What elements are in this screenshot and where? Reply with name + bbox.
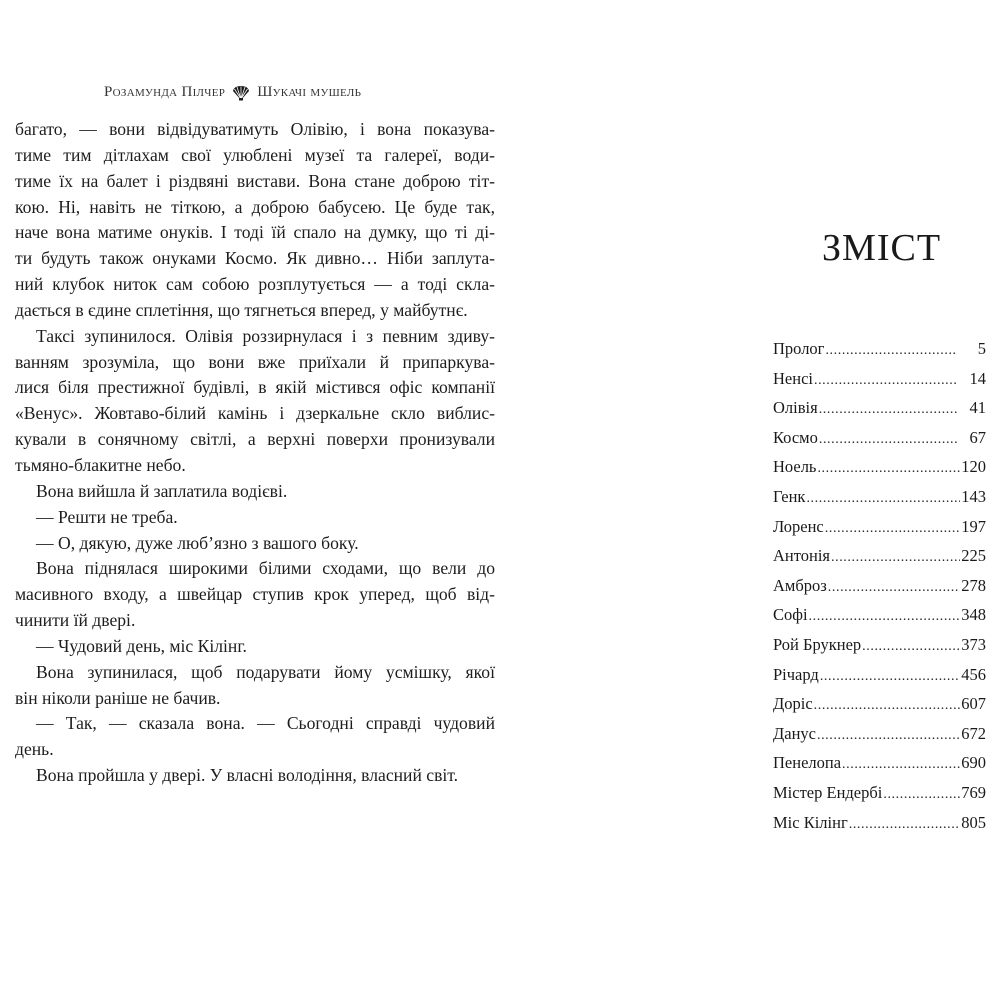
toc-entry[interactable] xyxy=(773,575,986,605)
dot-leader xyxy=(819,429,957,451)
toc-entry[interactable] xyxy=(773,723,986,753)
toc-entry-name: Рой Брукнер xyxy=(773,634,862,654)
text-line: дається в єдине сплетіння, що тягнеться вперед, у майбутнє. xyxy=(15,299,468,320)
dot-leader xyxy=(817,458,960,480)
running-head xyxy=(104,84,404,101)
toc-entry-name: Данус xyxy=(773,723,816,743)
toc-title: ЗМІСТ xyxy=(822,227,942,269)
text-line: Вона піднялася широкими білими сходами, що вели до xyxy=(36,558,495,579)
text-line: ти будуть також онуками Космо. Як дивно… Ніби заплута- xyxy=(15,248,495,269)
toc-entry[interactable] xyxy=(773,516,986,546)
toc-entry-name: Пенелопа xyxy=(773,753,842,773)
toc-entry-name: Ноель xyxy=(773,457,817,477)
toc-entry-page: 5 xyxy=(977,339,986,358)
text-line: лися біля престижної будівлі, в якій містився офіс компанії xyxy=(15,377,495,398)
text-line: день. xyxy=(15,739,54,760)
toc-entry-page: 348 xyxy=(961,605,986,625)
toc-entry-page: 225 xyxy=(961,546,986,566)
toc-entry-page: 373 xyxy=(961,634,986,654)
toc-entry-page: 120 xyxy=(961,457,986,477)
paragraph xyxy=(15,505,495,531)
text-line: тьмяно-блакитне небо. xyxy=(15,454,186,475)
toc-entry-name: Олівія xyxy=(773,398,818,418)
paragraph xyxy=(15,556,495,634)
toc-entry[interactable] xyxy=(773,486,986,516)
dot-leader xyxy=(817,725,960,747)
toc-entry-page: 197 xyxy=(961,516,986,536)
toc-entry-page: 805 xyxy=(961,812,986,832)
toc-entry-name: Доріс xyxy=(773,694,813,714)
text-line: Таксі зупинилося. Олівія роззирнулася і з певним здиву- xyxy=(36,325,495,346)
text-line: кували в сонячному світлі, а верхні поверхи пронизували xyxy=(15,429,495,450)
toc-entry-page: 607 xyxy=(961,694,986,714)
paragraph xyxy=(15,479,495,505)
toc-entry[interactable] xyxy=(773,812,986,842)
dot-leader xyxy=(828,577,960,599)
toc-entry[interactable] xyxy=(773,338,986,368)
toc-entry-name: Пролог xyxy=(773,339,825,358)
toc-entry[interactable] xyxy=(773,545,986,575)
toc-entry-page: 41 xyxy=(969,398,986,418)
shell-icon xyxy=(231,85,251,101)
text-line: він ніколи раніше не бачив. xyxy=(15,687,221,708)
text-line: «Венус». Жовтаво-білий камінь і дзеркальне скло виблис- xyxy=(15,403,495,424)
paragraph xyxy=(15,117,495,324)
dot-leader xyxy=(806,488,960,510)
dot-leader xyxy=(883,784,960,806)
paragraph xyxy=(15,711,495,763)
toc-entry-page: 672 xyxy=(961,723,986,743)
toc-entry-page: 143 xyxy=(961,486,986,506)
toc-entry[interactable] xyxy=(773,397,986,427)
toc-entry[interactable] xyxy=(773,782,986,812)
toc-entry[interactable] xyxy=(773,604,986,634)
toc-entry-page: 769 xyxy=(961,782,986,802)
text-line: — Решти не треба. xyxy=(36,506,178,527)
toc-entry[interactable] xyxy=(773,664,986,694)
text-line: наче вона матиме онуків. І тоді їй спало на думку, що ті ді- xyxy=(15,222,495,243)
toc-entry-name: Лоренс xyxy=(773,516,824,536)
paragraph xyxy=(15,634,495,660)
toc-entry-page: 14 xyxy=(969,368,986,388)
paragraph xyxy=(15,660,495,712)
toc-entry-page: 690 xyxy=(961,753,986,773)
dot-leader xyxy=(825,518,960,540)
toc-entry-name: Амброз xyxy=(773,575,827,595)
toc-entry[interactable] xyxy=(773,427,986,457)
dot-leader xyxy=(831,547,960,569)
text-line: Вона зупинилася, щоб подарувати йому усмішку, якої xyxy=(36,661,495,682)
text-line: чинити їй двері. xyxy=(15,610,136,631)
running-head-book-title: Шукачі мушель xyxy=(257,84,362,100)
toc-entry-name: Річард xyxy=(773,664,819,684)
text-line: багато, — вони відвідуватимуть Олівію, і вона показува- xyxy=(15,119,495,139)
dot-leader xyxy=(820,666,960,688)
text-line: — Так, — сказала вона. — Сьогодні справді чудовий xyxy=(36,713,495,734)
dot-leader xyxy=(842,754,960,776)
toc-entry-name: Міс Кілінг xyxy=(773,812,848,832)
toc-entry-name: Генк xyxy=(773,486,806,506)
dot-leader xyxy=(814,370,957,392)
toc-entry-name: Ненсі xyxy=(773,368,813,388)
dot-leader xyxy=(814,695,961,717)
text-line: — О, дякую, дуже люб’язно з вашого боку. xyxy=(36,532,359,553)
text-line: масивного входу, а швейцар ступив крок уперед, щоб від- xyxy=(15,584,495,605)
toc-entry[interactable] xyxy=(773,693,986,723)
dot-leader xyxy=(849,814,961,836)
text-line: Вона вийшла й заплатила водієві. xyxy=(36,480,288,501)
table-of-contents xyxy=(773,338,986,841)
toc-entry-page: 456 xyxy=(961,664,986,684)
toc-entry-page: 67 xyxy=(969,427,986,447)
text-line: ний клубок ниток сам собою розплутується — а тоді скла- xyxy=(15,274,495,295)
text-line: кою. Ні, навіть не тіткою, а доброю бабусею. Це буде так, xyxy=(15,196,495,217)
toc-entry-name: Космо xyxy=(773,427,818,447)
toc-entry[interactable] xyxy=(773,634,986,664)
text-line: тиме тим дітлахам свої улюблені музеї та галереї, води- xyxy=(15,144,495,165)
dot-leader xyxy=(809,606,961,628)
text-line: ванням зрозуміла, що вони вже приїхали й припаркува- xyxy=(15,351,495,372)
paragraph xyxy=(15,531,495,557)
toc-entry[interactable] xyxy=(773,456,986,486)
dot-leader xyxy=(819,399,957,421)
paragraph xyxy=(15,763,495,789)
toc-entry-page: 278 xyxy=(961,575,986,595)
toc-entry-name: Антонія xyxy=(773,546,830,566)
text-line: — Чудовий день, міс Кілінг. xyxy=(36,635,247,656)
toc-entry-name: Містер Ендербі xyxy=(773,782,883,802)
running-head-author: Розамунда Пілчер xyxy=(104,84,226,100)
paragraph xyxy=(15,324,495,479)
dot-leader xyxy=(825,340,957,362)
toc-entry-name: Софі xyxy=(773,605,808,625)
text-line: Вона пройшла у двері. У власні володіння, власний світ. xyxy=(36,765,459,786)
toc-entry[interactable] xyxy=(773,752,986,782)
text-line: тиме їх на балет і різдвяні вистави. Вона стане доброю тіт- xyxy=(15,170,495,191)
dot-leader xyxy=(862,636,960,658)
body-text xyxy=(15,117,495,789)
toc-entry[interactable] xyxy=(773,368,986,398)
